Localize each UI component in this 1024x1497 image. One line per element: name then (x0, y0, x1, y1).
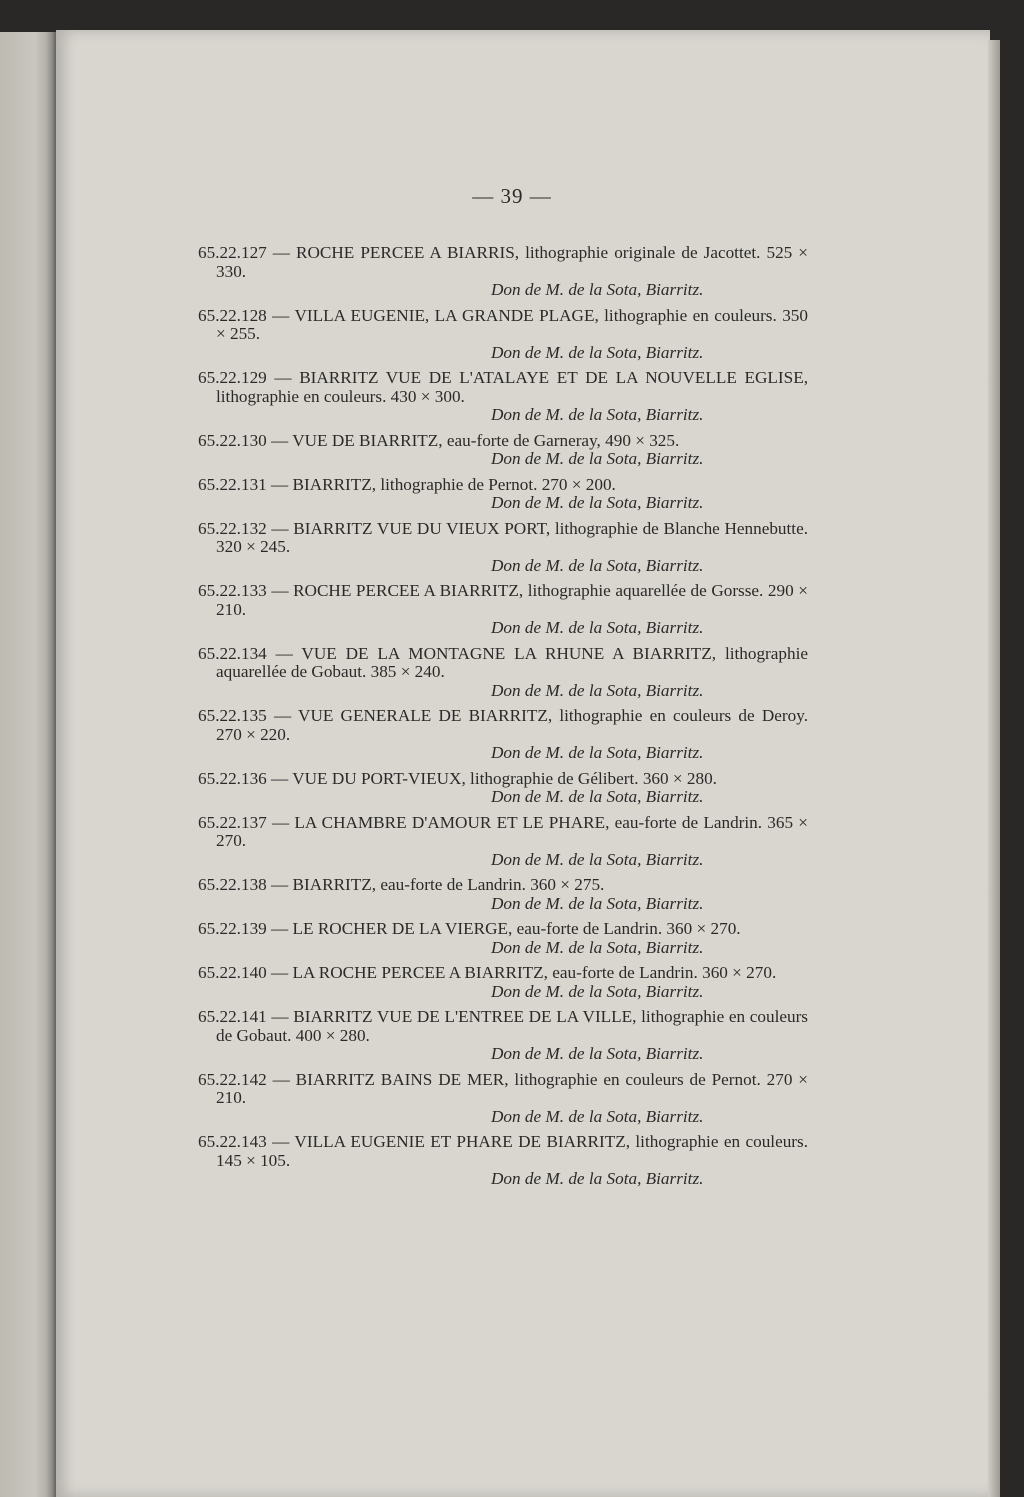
catalogue-entry (198, 770, 808, 807)
entry-donor: Don de M. de la Sota, Biarritz. (491, 849, 704, 869)
catalogue-entry (198, 307, 808, 363)
entry-donor: Don de M. de la Sota, Biarritz. (491, 555, 704, 575)
catalogue-entry (198, 1133, 808, 1189)
entry-donor: Don de M. de la Sota, Biarritz. (491, 1169, 704, 1188)
entry-donor: Don de M. de la Sota, Biarritz. (491, 405, 704, 424)
entry-donor: Don de M. de la Sota, Biarritz. (491, 787, 704, 806)
entry-description: 65.22.139 — LE ROCHER DE LA VIERGE, eau-forte de Landrin. 360 × 270. (198, 919, 741, 938)
entry-description: 65.22.141 — BIARRITZ VUE DE L'ENTREE DE LA VILLE, lithographie en couleurs de Gobaut. 400 × 280. (198, 1007, 808, 1045)
entry-donor: Don de M. de la Sota, Biarritz. (491, 743, 704, 762)
entry-description: 65.22.128 — VILLA EUGENIE, LA GRANDE PLAGE, lithographie en couleurs. 350 × 255. (198, 305, 808, 343)
entry-description: 65.22.132 — BIARRITZ VUE DU VIEUX PORT, lithographie de Blanche Hennebutte. 320 × 245. (198, 518, 808, 556)
entry-donor: Don de M. de la Sota, Biarritz. (491, 342, 704, 362)
entry-description: 65.22.142 — BIARRITZ BAINS DE MER, lithographie en couleurs de Pernot. 270 × 210. (198, 1069, 808, 1107)
page-edge (988, 40, 1000, 1497)
entry-description: 65.22.140 — LA ROCHE PERCEE A BIARRITZ, eau-forte de Landrin. 360 × 270. (198, 963, 777, 982)
catalogue-entry (198, 876, 808, 913)
entry-donor: Don de M. de la Sota, Biarritz. (491, 449, 704, 468)
entry-description: 65.22.129 — BIARRITZ VUE DE L'ATALAYE ET DE LA NOUVELLE EGLISE, lithographie en couleurs. 430 × 300. (198, 368, 808, 406)
entry-description: 65.22.130 — VUE DE BIARRITZ, eau-forte de Garneray, 490 × 325. (198, 430, 680, 450)
entry-donor: Don de M. de la Sota, Biarritz. (491, 1044, 704, 1063)
catalogue-entry (198, 920, 808, 957)
entry-description: 65.22.135 — VUE GENERALE DE BIARRITZ, lithographie en couleurs de Deroy. 270 × 220. (198, 706, 808, 744)
catalogue-entry (198, 964, 808, 1001)
catalogue-entry (198, 582, 808, 638)
catalogue-entry (198, 369, 808, 425)
page-number: — 39 — (472, 184, 552, 208)
catalogue-entries (198, 244, 808, 1196)
entry-description: 65.22.127 — ROCHE PERCEE A BIARRIS, lithographie originale de Jacottet. 525 × 330. (198, 243, 808, 281)
entry-donor: Don de M. de la Sota, Biarritz. (491, 1106, 704, 1126)
entry-donor: Don de M. de la Sota, Biarritz. (491, 937, 704, 957)
catalogue-entry (198, 1071, 808, 1127)
entry-description: 65.22.136 — VUE DU PORT-VIEUX, lithographie de Gélibert. 360 × 280. (198, 768, 717, 788)
entry-donor: Don de M. de la Sota, Biarritz. (491, 280, 704, 299)
entry-description: 65.22.131 — BIARRITZ, lithographie de Pernot. 270 × 200. (198, 474, 616, 494)
catalogue-entry (198, 432, 808, 469)
catalogue-entry (198, 645, 808, 701)
catalogue-entry (198, 814, 808, 870)
entry-description: 65.22.134 — VUE DE LA MONTAGNE LA RHUNE A BIARRITZ, lithographie aquarellée de Gobaut. 385 × 240. (198, 643, 808, 681)
entry-description: 65.22.143 — VILLA EUGENIE ET PHARE DE BIARRITZ, lithographie en couleurs. 145 × 105. (198, 1132, 808, 1170)
catalogue-entry (198, 1008, 808, 1064)
entry-donor: Don de M. de la Sota, Biarritz. (491, 493, 704, 512)
entry-donor: Don de M. de la Sota, Biarritz. (491, 680, 704, 700)
entry-donor: Don de M. de la Sota, Biarritz. (491, 981, 704, 1001)
catalogue-entry (198, 476, 808, 513)
entry-description: 65.22.138 — BIARRITZ, eau-forte de Landrin. 360 × 275. (198, 875, 605, 894)
entry-donor: Don de M. de la Sota, Biarritz. (491, 618, 704, 637)
entry-description: 65.22.137 — LA CHAMBRE D'AMOUR ET LE PHARE, eau-forte de Landrin. 365 × 270. (198, 812, 808, 850)
catalogue-entry (198, 244, 808, 300)
catalogue-entry (198, 707, 808, 763)
entry-donor: Don de M. de la Sota, Biarritz. (491, 893, 704, 913)
entry-description: 65.22.133 — ROCHE PERCEE A BIARRITZ, lithographie aquarellée de Gorsse. 290 × 210. (198, 581, 808, 619)
catalogue-entry (198, 520, 808, 576)
